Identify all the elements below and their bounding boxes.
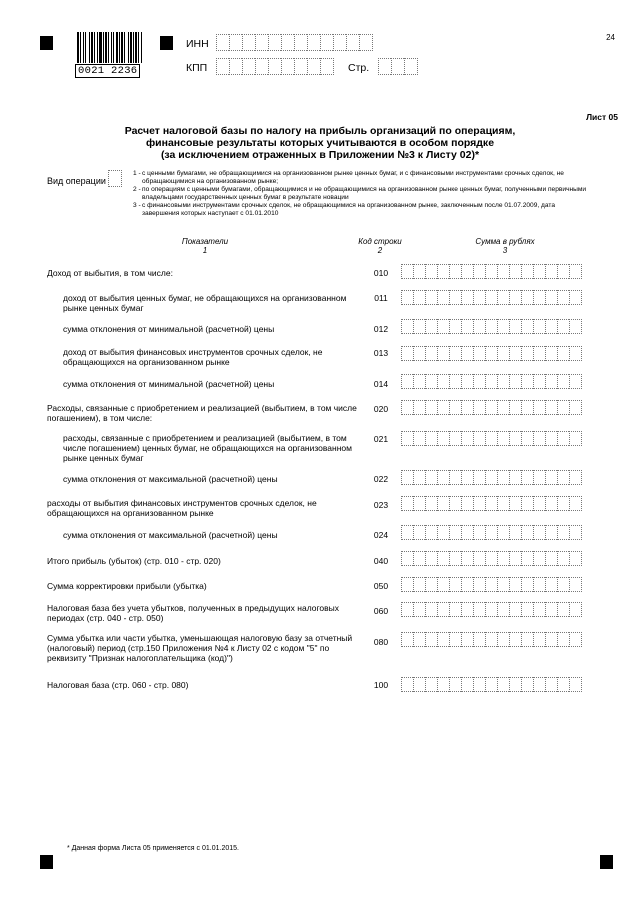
operation-type-input[interactable] — [108, 170, 122, 187]
amount-cells[interactable] — [401, 602, 582, 616]
row-code: 011 — [374, 293, 388, 303]
corner-marker-bottom-left — [40, 855, 53, 869]
form-title — [100, 125, 540, 161]
row-label: сумма отклонения от минимальной (расчетной) цены — [63, 324, 275, 334]
amount-cells[interactable] — [401, 374, 582, 388]
amount-cells[interactable] — [401, 264, 582, 278]
barcode-icon — [77, 32, 151, 63]
row-label: расходы от выбытия финансовых инструментов срочных сделок, не обращающихся на организованном рынке — [47, 498, 317, 518]
page-cells[interactable] — [378, 58, 418, 75]
amount-cells[interactable] — [401, 677, 582, 691]
page-number: 24 — [606, 33, 615, 42]
row-label: сумма отклонения от максимальной (расчетной) цены — [63, 530, 278, 540]
row-code: 040 — [373, 556, 389, 566]
operation-option: 3 - с финансовыми инструментами срочных сделок, не обращающимися на организованном рынке, заключенным после 01.07.2009, дата завершения которых наступает с 01.01.2010 — [133, 202, 556, 217]
corner-marker-top-mid — [160, 36, 173, 50]
barcode-number: 0021 2236 — [75, 64, 140, 78]
row-code: 060 — [373, 606, 389, 616]
row-label: Сумма убытка или части убытка, уменьшающая налоговую базу за отчетный (налоговый) период (стр.150 Приложения №4 к Листу 02 с кодом "5" по реквизиту "Признак налогоплательщика (код)") — [47, 633, 353, 663]
row-label: Итого прибыль (убыток) (стр. 010 - стр. 020) — [47, 556, 221, 566]
page-label: Стр. — [348, 62, 370, 74]
inn-label: ИНН — [186, 38, 209, 50]
header-amount: Сумма в рублях 3 — [475, 237, 535, 255]
row-label: Налоговая база без учета убытков, полученных в предыдущих налоговых периодах (стр. 040 - стр. 050) — [47, 603, 339, 623]
inn-cells[interactable] — [216, 34, 373, 51]
row-label: Доход от выбытия, в том числе: — [47, 268, 173, 278]
row-label: расходы, связанные с приобретением и реализацией (выбытием, в том числе погашением) ценных бумаг, не обращающихся на организованном рынке ценных бумаг — [63, 433, 352, 463]
title-line: (за исключением отраженных в Приложении №3 к Листу 02)* — [160, 149, 480, 161]
row-code: 020 — [373, 404, 389, 414]
amount-cells[interactable] — [401, 470, 582, 484]
amount-cells[interactable] — [401, 525, 582, 539]
row-code: 013 — [373, 348, 389, 358]
amount-cells[interactable] — [401, 632, 582, 646]
kpp-cells[interactable] — [216, 58, 334, 75]
row-code: 023 — [373, 500, 389, 510]
row-label: Сумма корректировки прибыли (убытка) — [47, 581, 207, 591]
operation-type-options — [133, 170, 593, 218]
row-code: 021 — [373, 434, 389, 444]
title-line: финансовые результаты которых учитываются в особом порядке — [145, 137, 495, 149]
amount-cells[interactable] — [401, 346, 582, 360]
operation-type-label: Вид операции — [47, 176, 106, 186]
row-label: сумма отклонения от максимальной (расчетной) цены — [63, 474, 278, 484]
footnote: * Данная форма Листа 05 применяется с 01.01.2015. — [67, 845, 239, 852]
row-label: доход от выбытия ценных бумаг, не обращающихся на организованном рынке ценных бумаг — [63, 293, 347, 313]
row-code: 010 — [373, 268, 389, 278]
header-indicators: Показатели 1 — [181, 237, 229, 255]
row-label: Расходы, связанные с приобретением и реализацией (выбытием, в том числе погашением), в том числе: — [47, 403, 357, 423]
header-line-code: Код строки 2 — [358, 237, 402, 255]
row-label: доход от выбытия финансовых инструментов срочных сделок, не обращающихся на организованном рынке — [63, 347, 323, 367]
amount-cells[interactable] — [401, 551, 582, 565]
sheet-label: Лист 05 — [586, 112, 618, 122]
amount-cells[interactable] — [401, 577, 582, 591]
amount-cells[interactable] — [401, 431, 582, 445]
operation-option: 1 - с ценными бумагами, не обращающимися на организованном рынке ценных бумаг, и с финансовыми инструментами срочных сделок, не обращающимися на организованном рынке; — [133, 170, 564, 185]
row-code: 014 — [373, 379, 389, 389]
amount-cells[interactable] — [401, 319, 582, 333]
row-code: 024 — [373, 530, 389, 540]
row-code: 100 — [373, 680, 389, 690]
row-code: 012 — [373, 324, 389, 334]
amount-cells[interactable] — [401, 290, 582, 304]
row-code: 080 — [373, 637, 389, 647]
amount-cells[interactable] — [401, 400, 582, 414]
row-code: 050 — [373, 581, 389, 591]
operation-option: 2 - по операциям с ценными бумагами, обращающимися и не обращающимися на организованном рынке ценных бумаг, полученными первичными владельцами государственных ценных бумаг в результате новации — [133, 186, 587, 201]
amount-cells[interactable] — [401, 496, 582, 510]
row-code: 022 — [373, 474, 389, 484]
corner-marker-bottom-right — [600, 855, 613, 869]
kpp-label: КПП — [186, 62, 208, 74]
corner-marker-top-left — [40, 36, 53, 50]
row-label: Налоговая база (стр. 060 - стр. 080) — [47, 680, 189, 690]
row-label: сумма отклонения от минимальной (расчетной) цены — [63, 379, 275, 389]
title-line: Расчет налоговой базы по налогу на прибыль организаций по операциям, — [124, 125, 516, 137]
